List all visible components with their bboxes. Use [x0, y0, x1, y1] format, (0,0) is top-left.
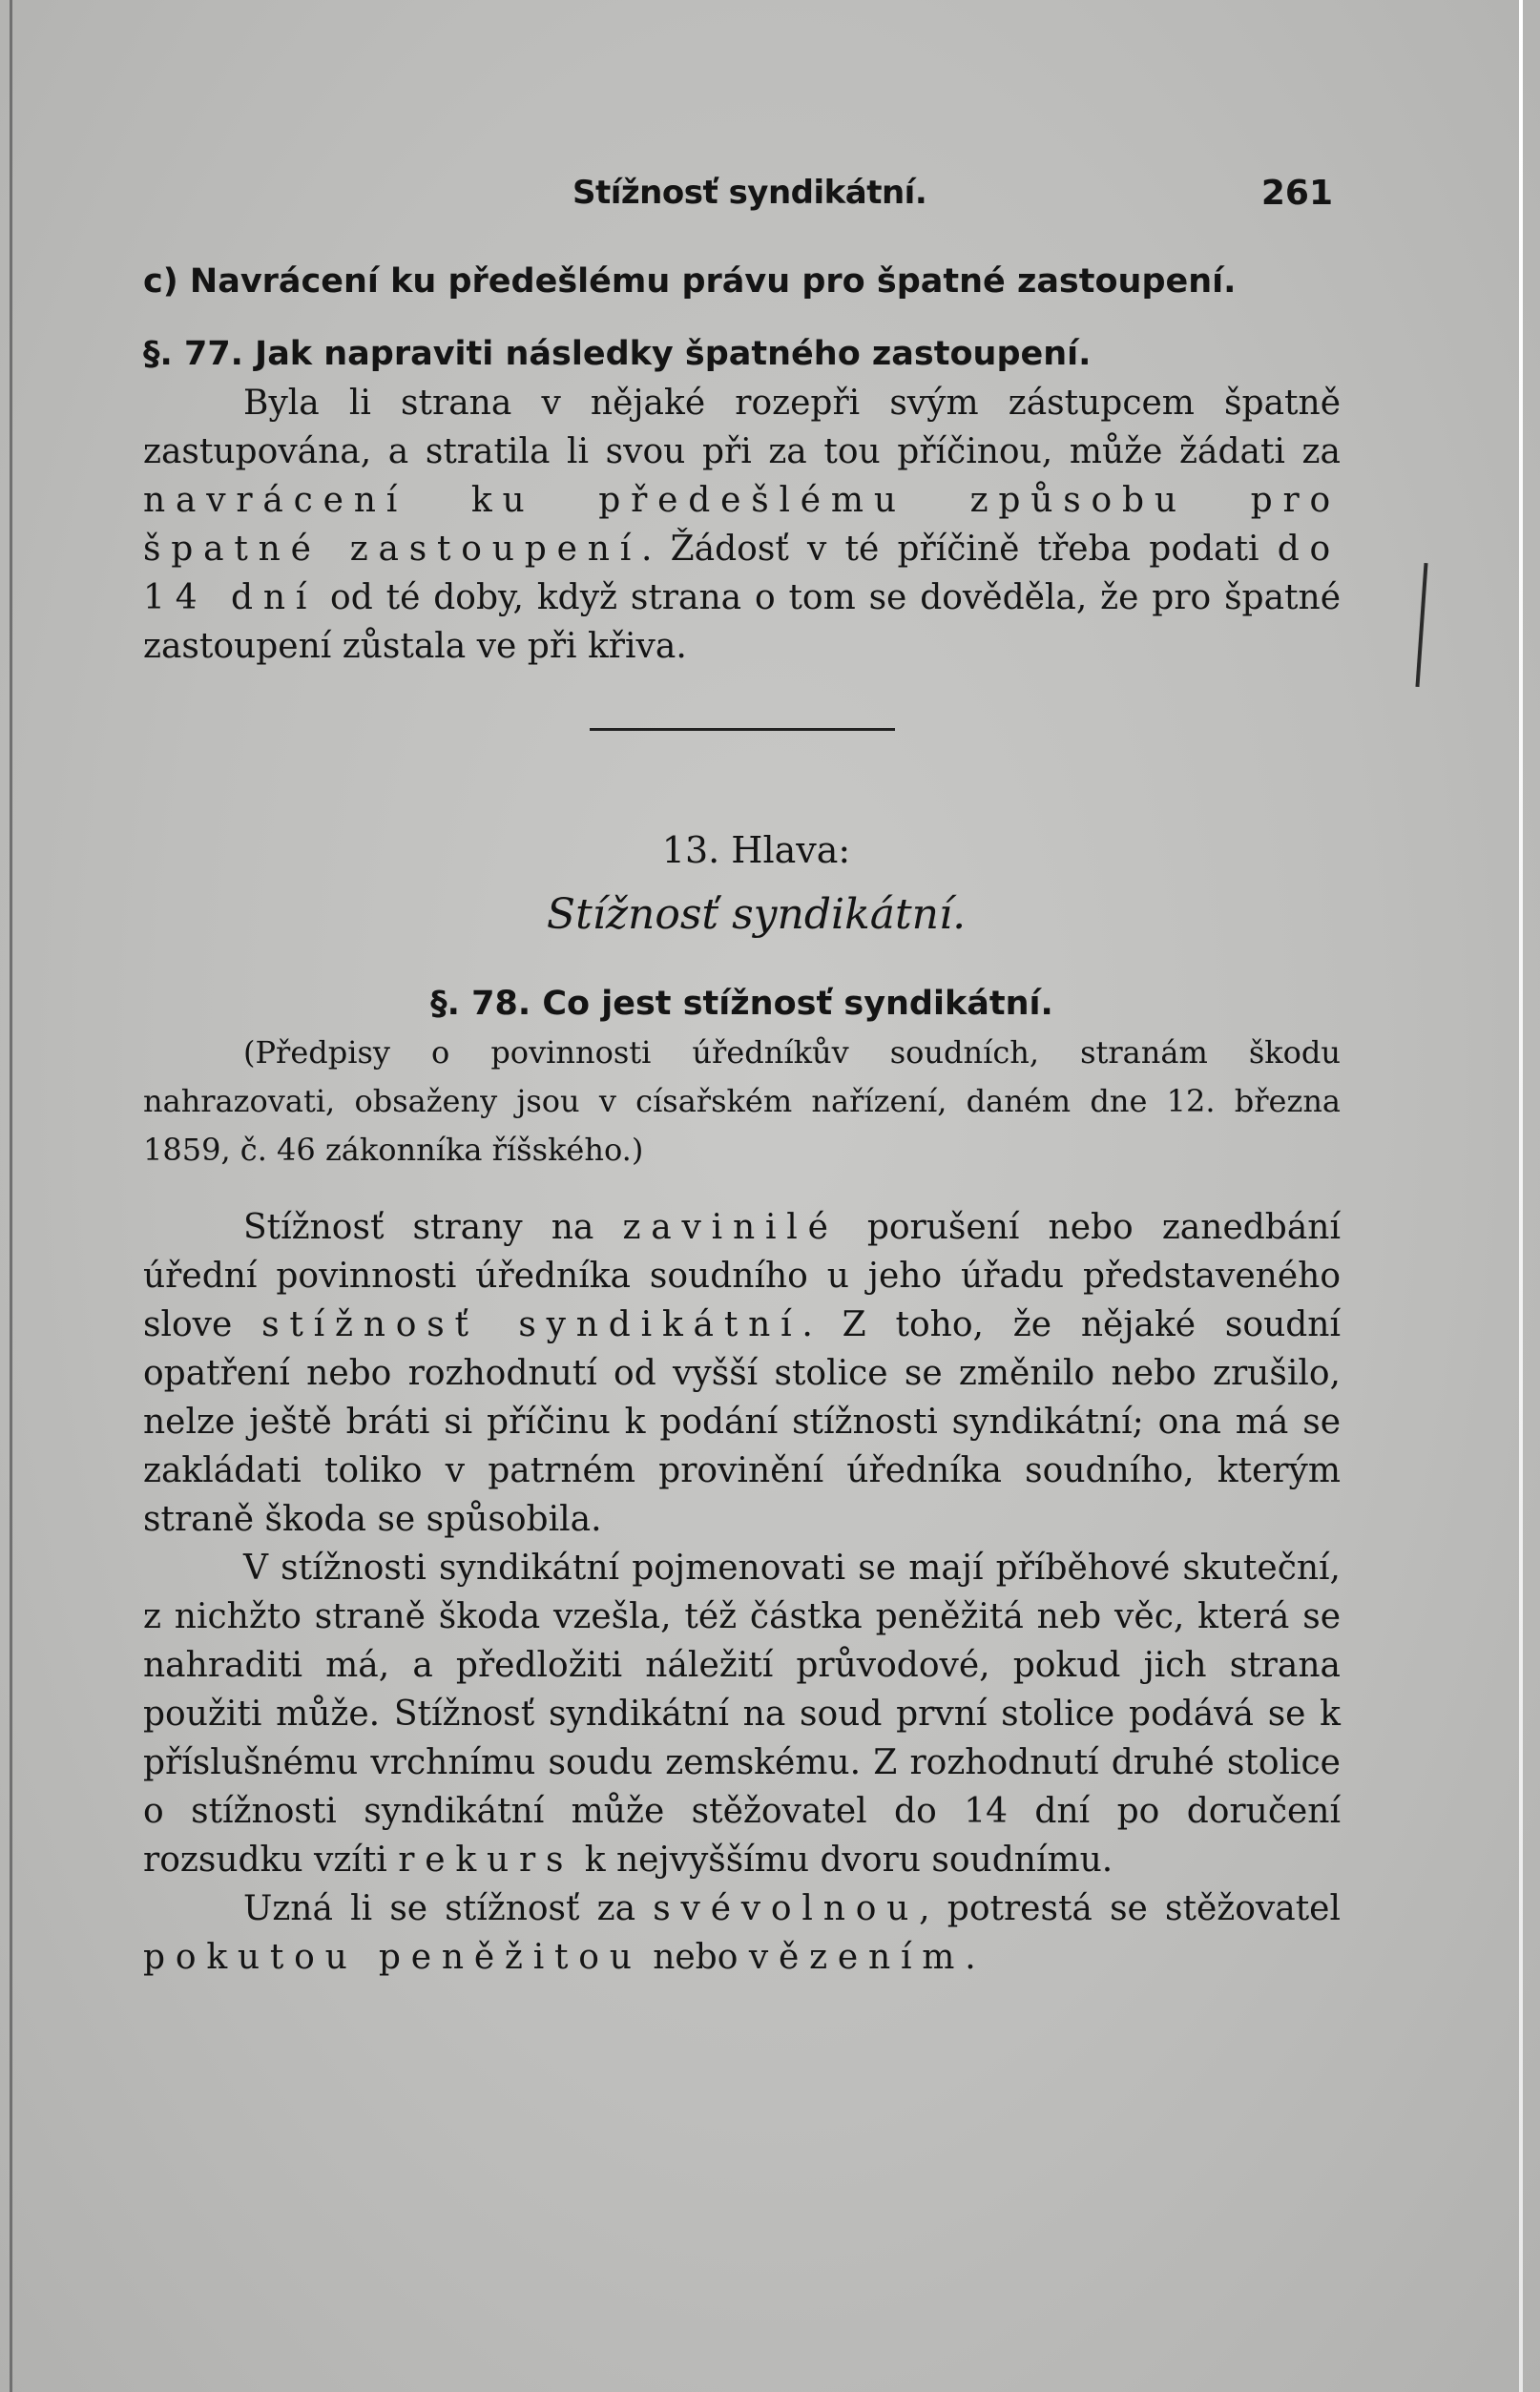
text-run: nebo [641, 1938, 749, 1977]
page-edge-highlight [1519, 0, 1523, 2392]
text-run: Byla li strana v nějaké rozepři svým zástupcem špatně zastupována, a stratila li svou při za tou příčinou, může žádati za [143, 384, 1341, 471]
section-78-paragraph-2 [143, 1544, 1341, 1884]
spaced-text-run: navrácení ku předešlému způsobu pro špatné zastoupení [143, 481, 1341, 569]
spaced-text-run: svévolnou [653, 1889, 920, 1928]
chapter-number: 13. Hlava: [661, 829, 851, 871]
text-run: Uzná li se stížnosť za [243, 1889, 654, 1928]
spaced-text-run: vězením [748, 1938, 966, 1977]
text-run: k nejvyššímu dvoru soudnímu. [573, 1841, 1113, 1880]
page-number: 261 [1260, 174, 1333, 213]
text-run: Stížnosť strany na [243, 1208, 623, 1247]
spaced-text-run: do 14 dní [143, 530, 1342, 617]
page-edge-shadow [10, 0, 12, 2392]
section-78-paragraph-1 [143, 1203, 1341, 1544]
text-run: , potrestá se stěžovatel [919, 1889, 1341, 1928]
spaced-text-run: pokutou peněžitou [143, 1938, 642, 1977]
text-run: . Žádosť v té příčině třeba podati [641, 530, 1278, 569]
spaced-text-run: stížnosť syndikátní [261, 1305, 802, 1344]
text-run: . [965, 1938, 976, 1977]
spaced-text-run: zavinilé [622, 1208, 839, 1247]
section-77-heading: §. 77. Jak napraviti následky špatného zastoupení. [143, 335, 1092, 373]
section-78-heading: §. 78. Co jest stížnosť syndikátní. [430, 985, 1053, 1023]
text-run: od té doby, když strana o tom se dověděla, že pro špatné zastoupení zůstala ve při křiva. [143, 578, 1342, 666]
section-78-paragraph-3 [143, 1884, 1341, 1982]
page-header [148, 174, 1333, 221]
spaced-text-run: rekurs [398, 1841, 574, 1880]
chapter-title: Stížnosť syndikátní. [546, 890, 967, 939]
section-77-paragraph [143, 379, 1341, 671]
subsection-heading-c: c) Navrácení ku předešlému právu pro špatné zastoupení. [143, 262, 1237, 301]
main-text [143, 258, 1341, 1982]
text-run: porušení nebo zanedbání úřední povinnosti úředníka soudního u jeho úřadu představeného slove [143, 1208, 1341, 1344]
section-78-note: (Předpisy o povinnosti úředníkův soudních, stranám škodu nahrazovati, obsaženy jsou v císařském nařízení, daném dne 12. března 1859, č. 46 zákonníka říšského.) [143, 1034, 1341, 1168]
running-head: Stížnosť syndikátní. [572, 174, 927, 212]
section-divider [590, 728, 895, 731]
text-run: . Z toho, že nějaké soudní opatření nebo rozhodnutí od vyšší stolice se změnilo nebo zrušilo, nelze ještě bráti si příčinu k podání stížnosti syndikátní; ona má se zakládati toliko v patrném provinění úředníka soudního, kterým straně škoda se spůsobila. [143, 1305, 1342, 1539]
text-run: V stížnosti syndikátní pojmenovati se mají příběhové skuteční, z nichžto straně škoda vzešla, též částka peněžitá neb věc, která se nahraditi má, a předložiti náležití průvodové, pokud jich strana použiti může. Stížnosť syndikátní na soud první stolice podává se k příslušnému vrchnímu soudu zemskému. Z rozhodnutí druhé stolice o stížnosti syndikátní může stěžovatel do 14 dní po doručení rozsudku vzíti [143, 1549, 1341, 1880]
margin-pencil-mark [1415, 563, 1427, 687]
